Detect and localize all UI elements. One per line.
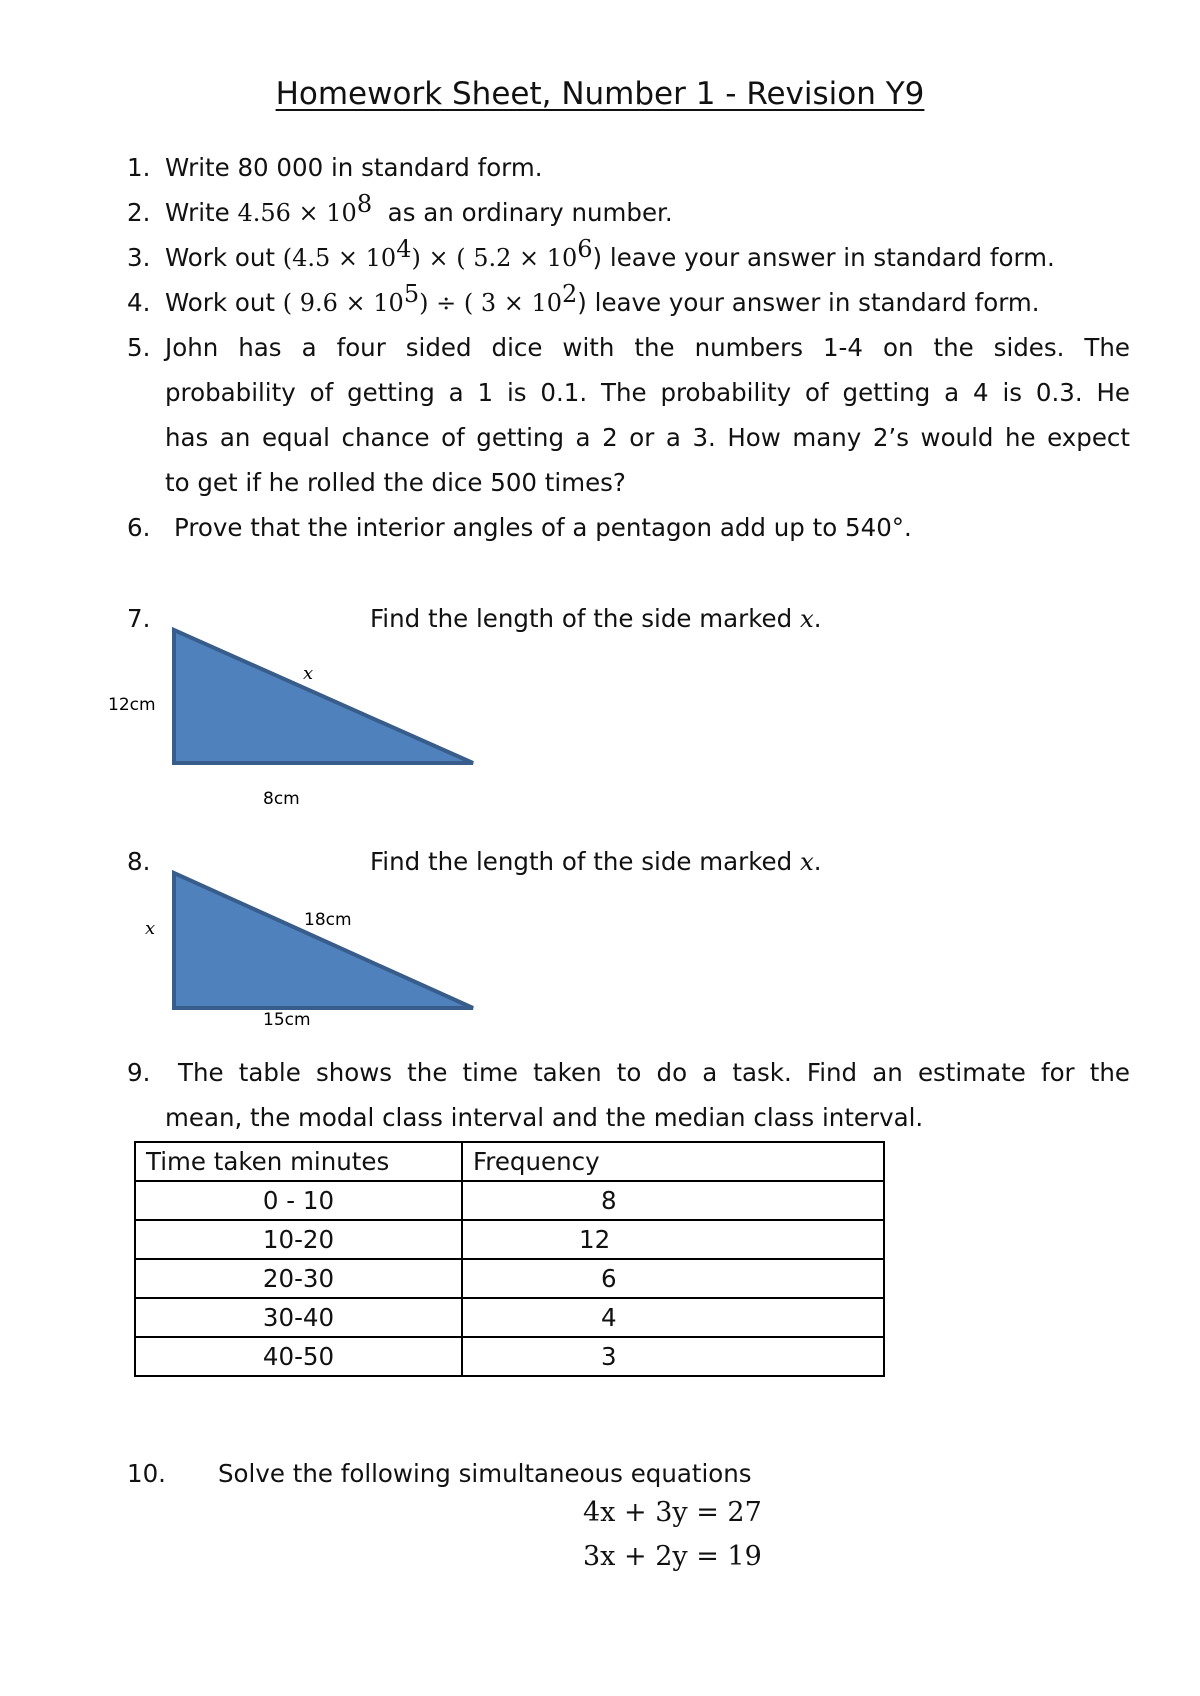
table-cell: 3	[462, 1337, 884, 1376]
question-number: 5.	[127, 333, 151, 362]
question-10	[0, 1451, 1200, 1496]
table-cell: 40-50	[135, 1337, 462, 1376]
question-text: Work out $(4.5 \times 10^4)$ × ( $5.2 \times 10^6$) leave your answer in standard form.	[165, 234, 1055, 272]
table-cell: 12	[462, 1220, 884, 1259]
equation-1: 4x + 3y = 27	[583, 1497, 762, 1528]
base-label: 15cm	[263, 1010, 311, 1030]
table-header-row	[135, 1142, 884, 1181]
question-2	[0, 190, 1200, 235]
question-text: Solve the following simultaneous equations	[218, 1459, 752, 1488]
question-number: 1.	[127, 153, 151, 182]
question-number: 3.	[127, 243, 151, 272]
question-text: The table shows the time taken to do a task. Find an estimate for the mean, the modal class interval and the median class interval.	[165, 1058, 1130, 1132]
table-cell: 4	[462, 1298, 884, 1337]
question-number: 8.	[127, 847, 151, 876]
question-number: 6.	[127, 513, 151, 542]
question-text: Write 80 000 in standard form.	[165, 153, 543, 182]
table-cell: 8	[462, 1181, 884, 1220]
question-1	[0, 145, 1200, 190]
question-3	[0, 235, 1200, 280]
equation-2: 3x + 2y = 19	[583, 1541, 762, 1572]
triangle-diagram-7	[0, 600, 520, 820]
column-header: Time taken minutes	[135, 1142, 462, 1181]
column-header: Frequency	[462, 1142, 884, 1181]
table-row	[135, 1298, 884, 1337]
table-row	[135, 1181, 884, 1220]
question-number: 10.	[127, 1459, 166, 1488]
question-4	[0, 280, 1200, 325]
question-text: John has a four sided dice with the numbers 1-4 on the sides. The probability of getting a 1 is 0.1. The probability of getting a 4 is 0.3. He has an equal chance of getting a 2 or a 3. How many 2’s would he expect to get if he rolled the dice 500 times?	[165, 333, 1130, 497]
table-cell: 20-30	[135, 1259, 462, 1298]
side-label: 12cm	[108, 695, 156, 715]
question-number: 2.	[127, 198, 151, 227]
question-6	[0, 505, 1200, 550]
question-text: Find the length of the side marked x.	[370, 604, 822, 633]
right-triangle	[174, 873, 473, 1008]
question-number: 9.	[127, 1058, 151, 1087]
question-number: 7.	[127, 604, 151, 633]
side-label: x	[145, 918, 156, 939]
hypotenuse-label: 18cm	[304, 910, 352, 930]
table-cell: 10-20	[135, 1220, 462, 1259]
page-title: Homework Sheet, Number 1 - Revision Y9	[275, 76, 925, 112]
table-row	[135, 1220, 884, 1259]
question-text: Prove that the interior angles of a pentagon add up to 540°.	[174, 513, 912, 542]
right-triangle	[174, 630, 473, 763]
table-cell: 6	[462, 1259, 884, 1298]
table-row	[135, 1259, 884, 1298]
triangle-diagram-8	[0, 845, 520, 1045]
base-label: 8cm	[263, 789, 300, 809]
table-row	[135, 1337, 884, 1376]
question-number: 4.	[127, 288, 151, 317]
table-cell: 0 - 10	[135, 1181, 462, 1220]
question-text: Work out ( $9.6 \times 10^5$) ÷ ( $3 \times 10^2$) leave your answer in standard form.	[165, 279, 1040, 317]
table-cell: 30-40	[135, 1298, 462, 1337]
question-text: Find the length of the side marked x.	[370, 847, 822, 876]
question-text: Write $4.56 \times 10^8$ as an ordinary number.	[165, 189, 673, 227]
hypotenuse-label: x	[303, 663, 314, 684]
frequency-table	[134, 1141, 885, 1377]
